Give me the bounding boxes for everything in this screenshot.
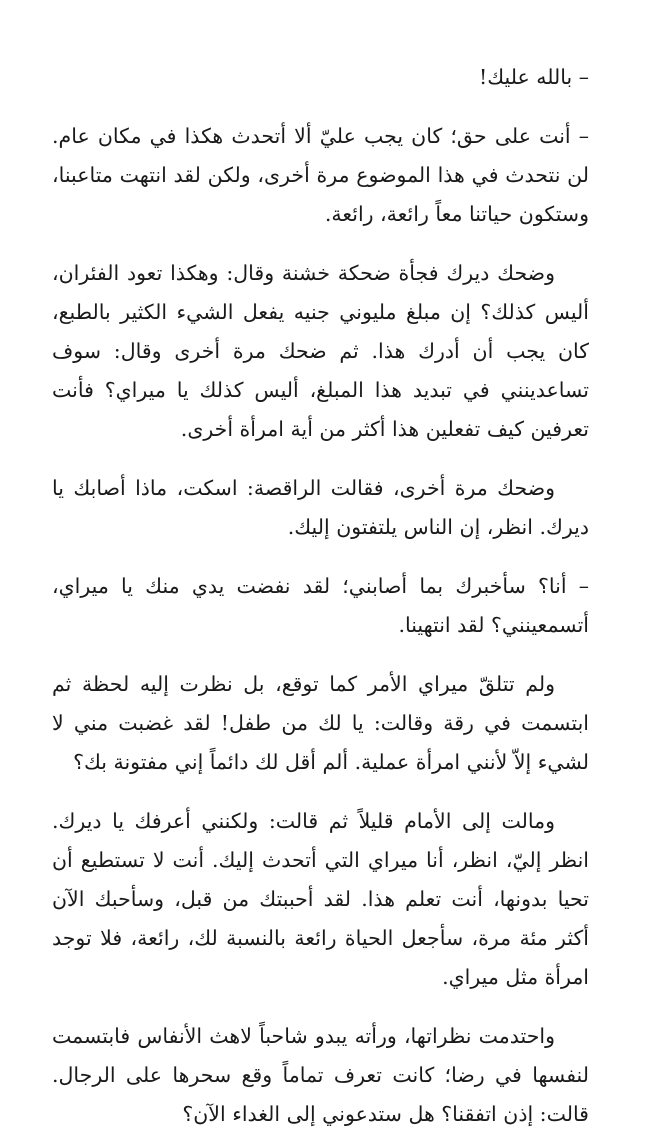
paragraph: ولم تتلقّ ميراي الأمر كما توقع، بل نظرت إليه لحظة ثم ابتسمت في رقة وقالت: يا لك من طفل! لقد غضبت مني لا لشيء إلاّ لأنني امرأة عملية. ألم أقل لك دائماً إني مفتونة بك؟ [52,672,589,774]
paragraph: واحتدمت نظراتها، ورأته يبدو شاحباً لاهث الأنفاس فابتسمت لنفسها في رضا؛ كانت تعرف تماماً وقع سحرها على الرجال. قالت: إذن اتفقنا؟ هل ستدعوني إلى الغداء الآن؟ [52,1024,589,1126]
paragraph: – أنا؟ سأخبرك بما أصابني؛ لقد نفضت يدي منك يا ميراي، أتسمعينني؟ لقد انتهينا. [52,574,589,637]
paragraph: وضحك ديرك فجأة ضحكة خشنة وقال: وهكذا تعود الفئران، أليس كذلك؟ إن مبلغ مليوني جنيه يفعل الشيء الكثير بالطبع، كان يجب أن أدرك هذا. ثم ضحك مرة أخرى وقال: سوف تساعدينني في تبديد هذا المبلغ، أليس كذلك يا ميراي؟ فأنت تعرفين كيف تفعلين هذا أكثر من أية امرأة أخرى. [52,261,589,441]
paragraph: – بالله عليك! [479,65,589,89]
paragraph: – أنت على حق؛ كان يجب عليّ ألا أتحدث هكذا في مكان عام. لن نتحدث في هذا الموضوع مرة أخرى، ولكن لقد انتهت متاعبنا، وستكون حياتنا معاً رائعة، رائعة. [52,124,589,226]
paragraph: ومالت إلى الأمام قليلاً ثم قالت: ولكنني أعرفك يا ديرك. انظر إليّ، انظر، أنا ميراي التي أتحدث إليك. أنت لا تستطيع أن تحيا بدونها، أنت تعلم هذا. لقد أحببتك من قبل، وسأحبك الآن أكثر مئة مرة، سأجعل الحياة رائعة بالنسبة لك، رائعة، فلا توجد امرأة مثل ميراي. [52,809,589,989]
paragraph: وضحك مرة أخرى، فقالت الراقصة: اسكت، ماذا أصابك يا ديرك. انظر، إن الناس يلتفتون إليك. [52,476,589,539]
